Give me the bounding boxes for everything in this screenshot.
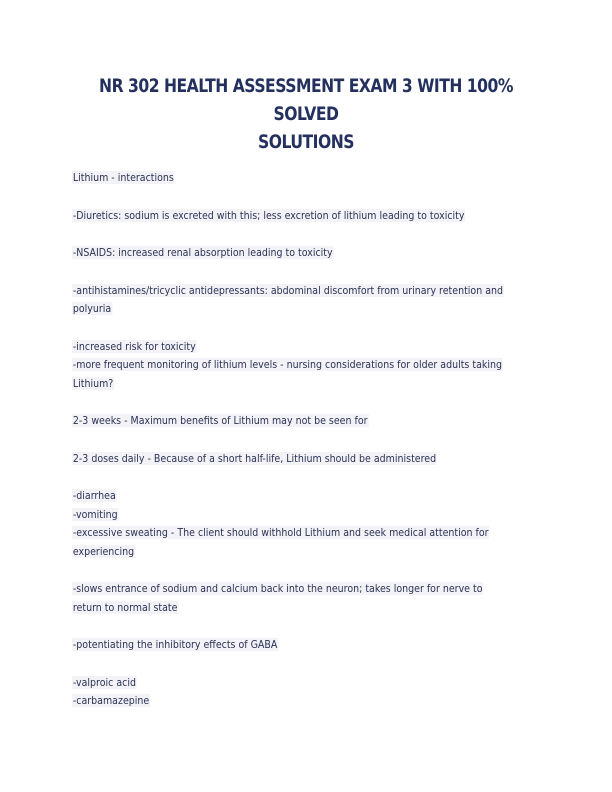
text-line: -excessive sweating - The client should withhold Lithium and seek medical attention for [72, 526, 489, 539]
paragraph-10 [72, 636, 542, 655]
text-line: 2-3 doses daily - Because of a short half-life, Lithium should be administered [72, 451, 437, 465]
paragraph-11 [72, 674, 542, 711]
paragraph-7 [72, 450, 542, 469]
text-line: -carbamazepine [72, 694, 150, 707]
text-line: polyuria [72, 302, 112, 315]
paragraph-1 [72, 169, 542, 188]
document-title-line-2: SOLUTIONS [258, 131, 354, 153]
paragraph-8 [72, 487, 542, 561]
text-line: -NSAIDS: increased renal absorption leading to toxicity [72, 246, 333, 259]
text-line: experiencing [72, 544, 135, 558]
text-line: -antihistamines/tricyclic antidepressants: abdominal discomfort from urinary retention and [72, 283, 504, 297]
paragraph-4 [72, 282, 542, 319]
text-line: Lithium? [72, 376, 114, 390]
document-title [96, 72, 516, 156]
document-body [72, 169, 542, 730]
paragraph-2 [72, 207, 542, 226]
text-line: -vomiting [72, 507, 118, 521]
text-line: -potentiating the inhibitory effects of GABA [72, 638, 278, 651]
paragraph-5 [72, 338, 542, 394]
text-line: -Diuretics: sodium is excreted with this; less excretion of lithium leading to toxicity [72, 208, 465, 222]
paragraph-6 [72, 412, 542, 431]
document-title-line-1: NR 302 HEALTH ASSESSMENT EXAM 3 WITH 100% SOLVED [99, 75, 513, 125]
text-line: return to normal state [72, 600, 178, 614]
paragraph-9 [72, 580, 542, 617]
text-line: -diarrhea [72, 489, 116, 502]
text-line: -increased risk for toxicity [72, 339, 196, 353]
text-line: -more frequent monitoring of lithium levels - nursing considerations for older adults taking [72, 358, 502, 371]
text-line: -slows entrance of sodium and calcium back into the neuron; takes longer for nerve to [72, 582, 483, 595]
paragraph-3 [72, 244, 542, 263]
text-line: Lithium - interactions [72, 171, 174, 184]
text-line: 2-3 weeks - Maximum benefits of Lithium may not be seen for [72, 414, 368, 427]
text-line: -valproic acid [72, 675, 136, 689]
